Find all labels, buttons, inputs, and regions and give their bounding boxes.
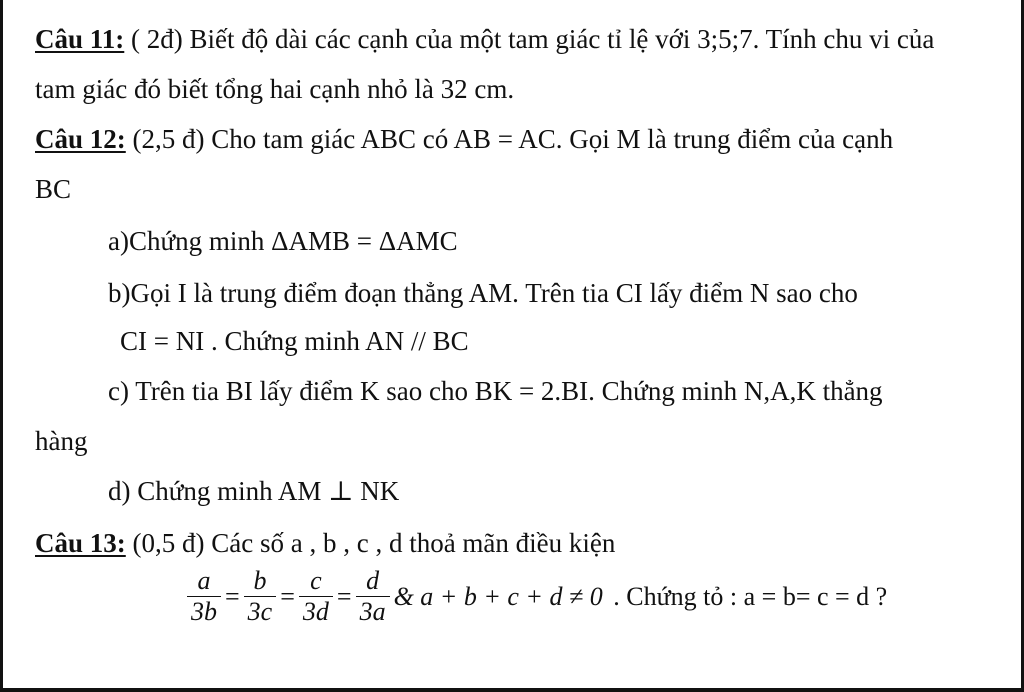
q11-text-1: ( 2đ) Biết độ dài các cạnh của một tam giác tỉ lệ với 3;5;7. Tính chu vi của (124, 24, 935, 54)
fraction-b-3c (244, 566, 277, 627)
fraction-d-3a (356, 566, 390, 627)
q12-part-d: d) Chứng minh AM ⊥ NK (108, 476, 400, 506)
q12-line-2: BC (35, 174, 72, 204)
q12-part-c-line-2: hàng (35, 426, 88, 456)
equals-sign: = (225, 581, 240, 611)
q13-text-1: (0,5 đ) Các số a , b , c , d thoả mãn điều kiện (125, 528, 616, 558)
fraction-denominator: 3a (359, 597, 386, 627)
q11-line-1 (35, 22, 934, 56)
q13-label: Câu 13: (35, 528, 126, 558)
q11-label: Câu 11: (35, 24, 125, 54)
equals-sign: = (280, 581, 295, 611)
sum-condition: & a + b + c + d ≠ 0 (393, 581, 603, 611)
fraction-numerator: b (244, 566, 277, 597)
q13-conclusion: . Chứng tỏ : a = b= c = d ? (606, 581, 888, 611)
fraction-a-3b (187, 566, 221, 627)
q12-part-b-line-1: b)Gọi I là trung điểm đoạn thẳng AM. Trên tia CI lấy điểm N sao cho (108, 278, 858, 308)
q12-part-c-line-1: c) Trên tia BI lấy điểm K sao cho BK = 2.BI. Chứng minh N,A,K thẳng (108, 376, 883, 406)
fraction-numerator: d (356, 566, 390, 597)
q12-part-a: a)Chứng minh ΔAMB = ΔAMC (108, 226, 458, 256)
fraction-numerator: a (187, 566, 221, 597)
fraction-denominator: 3d (302, 597, 329, 627)
fraction-c-3d (299, 566, 333, 627)
q13-equation (185, 562, 889, 629)
q12-text-1: (2,5 đ) Cho tam giác ABC có AB = AC. Gọi M là trung điểm của cạnh (125, 124, 894, 154)
q12-part-b-line-2: CI = NI . Chứng minh AN // BC (120, 326, 469, 356)
q12-line-1 (35, 122, 893, 156)
fraction-denominator: 3c (247, 597, 273, 627)
q12-label: Câu 12: (35, 124, 126, 154)
equals-sign: = (336, 581, 352, 611)
q13-line-1 (35, 526, 615, 560)
fraction-numerator: c (299, 566, 333, 597)
fraction-denominator: 3b (191, 597, 217, 627)
q11-line-2: tam giác đó biết tổng hai cạnh nhỏ là 32 cm. (35, 74, 515, 104)
